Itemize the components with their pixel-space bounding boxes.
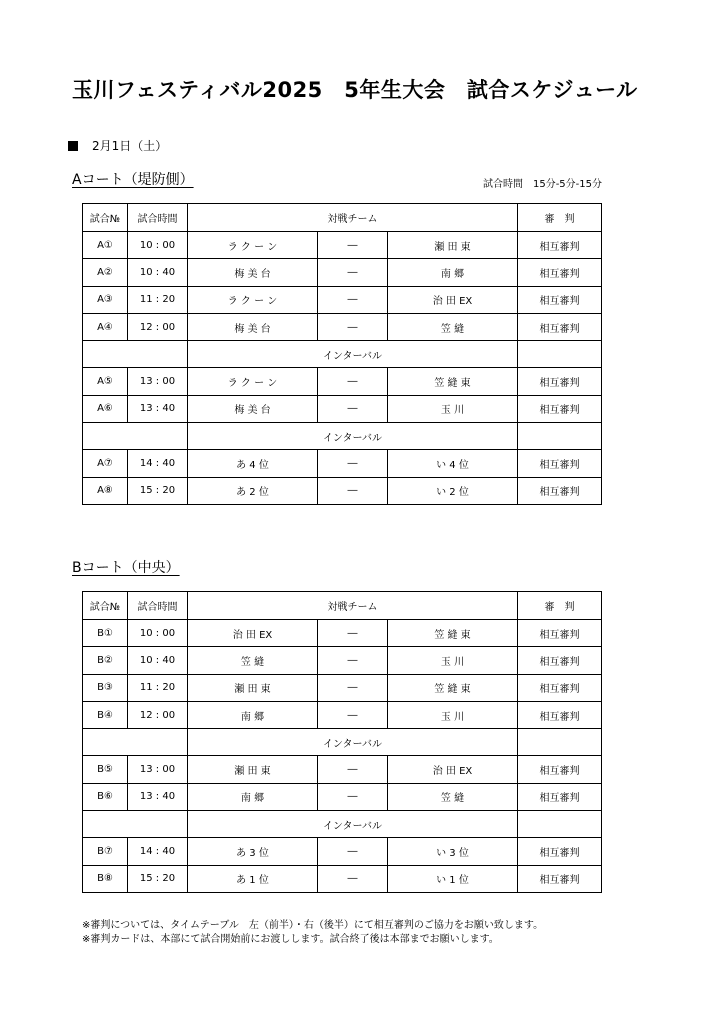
vs-mark: ― — [318, 865, 388, 892]
vs-mark: ― — [318, 286, 388, 313]
interval-label: インターバル — [188, 341, 518, 368]
vs-mark: ― — [318, 477, 388, 504]
match-row — [83, 701, 602, 728]
match-time: 13 : 00 — [128, 368, 188, 395]
team-right: 玉 川 — [388, 647, 518, 674]
match-row — [83, 865, 602, 892]
vs-mark: ― — [318, 450, 388, 477]
note-line: ※審判カードは、本部にて試合開始前にお渡しします。試合終了後は本部までお願いします。 — [82, 933, 499, 945]
referee: 相互審判 — [518, 865, 602, 892]
interval-empty — [83, 341, 188, 368]
vs-mark: ― — [318, 232, 388, 259]
match-number: B⑧ — [83, 865, 128, 892]
interval-empty — [83, 423, 188, 450]
match-row — [83, 647, 602, 674]
team-left: ラ ク ー ン — [188, 286, 318, 313]
header-match-no: 試合№ — [83, 592, 128, 620]
team-right: 笠 縫 東 — [388, 620, 518, 647]
match-row — [83, 232, 602, 259]
referee: 相互審判 — [518, 368, 602, 395]
team-right: い 3 位 — [388, 838, 518, 865]
match-row — [83, 395, 602, 422]
match-number: A③ — [83, 286, 128, 313]
table-header-row — [83, 204, 602, 232]
team-right: い 4 位 — [388, 450, 518, 477]
match-number: B⑥ — [83, 783, 128, 810]
header-time: 試合時間 — [128, 204, 188, 232]
interval-empty — [518, 729, 602, 756]
note-line: ※審判については、タイムテーブル 左（前半）・右（後半）にて相互審判のご協力をお願い致します。 — [82, 920, 544, 931]
interval-empty — [83, 729, 188, 756]
team-right: い 1 位 — [388, 865, 518, 892]
team-left: あ 3 位 — [188, 838, 318, 865]
team-left: あ 2 位 — [188, 477, 318, 504]
match-time-rule: 試合時間 15分-5分-15分 — [482, 179, 602, 190]
interval-label: インターバル — [188, 729, 518, 756]
court-b-title: Bコート（中央） — [72, 560, 180, 576]
referee: 相互審判 — [518, 259, 602, 286]
team-right: 治 田 EX — [388, 756, 518, 783]
match-time: 12 : 00 — [128, 701, 188, 728]
team-left: 梅 美 台 — [188, 313, 318, 340]
referee: 相互審判 — [518, 620, 602, 647]
referee: 相互審判 — [518, 395, 602, 422]
match-number: B⑦ — [83, 838, 128, 865]
match-time: 13 : 00 — [128, 756, 188, 783]
referee: 相互審判 — [518, 674, 602, 701]
vs-mark: ― — [318, 313, 388, 340]
team-right: 笠 縫 — [388, 783, 518, 810]
header-teams: 対戦チーム — [188, 204, 518, 232]
match-number: B⑤ — [83, 756, 128, 783]
referee: 相互審判 — [518, 313, 602, 340]
match-row — [83, 674, 602, 701]
match-number: B② — [83, 647, 128, 674]
match-time: 11 : 20 — [128, 286, 188, 313]
match-row — [83, 838, 602, 865]
interval-row — [83, 729, 602, 756]
match-number: A⑤ — [83, 368, 128, 395]
team-left: 梅 美 台 — [188, 259, 318, 286]
team-right: 玉 川 — [388, 701, 518, 728]
team-right: 玉 川 — [388, 395, 518, 422]
team-left: 梅 美 台 — [188, 395, 318, 422]
interval-row — [83, 341, 602, 368]
vs-mark: ― — [318, 395, 388, 422]
match-time: 15 : 20 — [128, 477, 188, 504]
referee: 相互審判 — [518, 701, 602, 728]
match-row — [83, 313, 602, 340]
team-left: ラ ク ー ン — [188, 232, 318, 259]
match-number: A⑦ — [83, 450, 128, 477]
interval-empty — [518, 423, 602, 450]
team-right: 笠 縫 — [388, 313, 518, 340]
match-time: 14 : 40 — [128, 838, 188, 865]
header-referee: 審 判 — [518, 204, 602, 232]
team-left: あ 4 位 — [188, 450, 318, 477]
team-right: 治 田 EX — [388, 286, 518, 313]
match-number: B④ — [83, 701, 128, 728]
match-row — [83, 477, 602, 504]
header-time: 試合時間 — [128, 592, 188, 620]
interval-label: インターバル — [188, 423, 518, 450]
match-row — [83, 286, 602, 313]
vs-mark: ― — [318, 838, 388, 865]
team-left: 瀬 田 東 — [188, 756, 318, 783]
notes — [82, 919, 543, 946]
team-left: あ 1 位 — [188, 865, 318, 892]
vs-mark: ― — [318, 701, 388, 728]
match-time: 10 : 40 — [128, 647, 188, 674]
vs-mark: ― — [318, 647, 388, 674]
event-date — [68, 137, 167, 154]
match-row — [83, 783, 602, 810]
match-time: 13 : 40 — [128, 395, 188, 422]
match-number: A① — [83, 232, 128, 259]
match-time: 10 : 40 — [128, 259, 188, 286]
referee: 相互審判 — [518, 232, 602, 259]
team-left: ラ ク ー ン — [188, 368, 318, 395]
vs-mark: ― — [318, 368, 388, 395]
referee: 相互審判 — [518, 477, 602, 504]
referee: 相互審判 — [518, 838, 602, 865]
interval-empty — [518, 341, 602, 368]
match-number: A② — [83, 259, 128, 286]
court-a-title: Aコート（堤防側） — [72, 172, 194, 188]
vs-mark: ― — [318, 620, 388, 647]
header-match-no: 試合№ — [83, 204, 128, 232]
match-number: B③ — [83, 674, 128, 701]
referee: 相互審判 — [518, 286, 602, 313]
match-number: A⑧ — [83, 477, 128, 504]
match-time: 12 : 00 — [128, 313, 188, 340]
square-bullet-icon — [68, 141, 78, 151]
interval-empty — [518, 811, 602, 838]
referee: 相互審判 — [518, 756, 602, 783]
vs-mark: ― — [318, 783, 388, 810]
match-row — [83, 368, 602, 395]
referee: 相互審判 — [518, 647, 602, 674]
vs-mark: ― — [318, 756, 388, 783]
header-teams: 対戦チーム — [188, 592, 518, 620]
match-time: 11 : 20 — [128, 674, 188, 701]
interval-row — [83, 811, 602, 838]
team-right: い 2 位 — [388, 477, 518, 504]
table-header-row — [83, 592, 602, 620]
match-number: A④ — [83, 313, 128, 340]
referee: 相互審判 — [518, 783, 602, 810]
interval-empty — [83, 811, 188, 838]
match-number: A⑥ — [83, 395, 128, 422]
event-date-text: 2月1日（土） — [92, 139, 168, 153]
match-row — [83, 259, 602, 286]
team-left: 南 郷 — [188, 783, 318, 810]
vs-mark: ― — [318, 259, 388, 286]
match-row — [83, 450, 602, 477]
team-left: 南 郷 — [188, 701, 318, 728]
match-number: B① — [83, 620, 128, 647]
court-a-schedule-table — [82, 203, 602, 505]
interval-row — [83, 423, 602, 450]
court-b-schedule-table — [82, 591, 602, 893]
page-title: 玉川フェスティバル2025 5年生大会 試合スケジュール — [72, 78, 638, 102]
match-time: 10 : 00 — [128, 232, 188, 259]
header-referee: 審 判 — [518, 592, 602, 620]
vs-mark: ― — [318, 674, 388, 701]
team-left: 治 田 EX — [188, 620, 318, 647]
match-time: 14 : 40 — [128, 450, 188, 477]
team-left: 瀬 田 東 — [188, 674, 318, 701]
team-right: 笠 縫 東 — [388, 368, 518, 395]
team-left: 笠 縫 — [188, 647, 318, 674]
team-right: 笠 縫 東 — [388, 674, 518, 701]
match-time: 13 : 40 — [128, 783, 188, 810]
team-right: 瀬 田 東 — [388, 232, 518, 259]
match-row — [83, 756, 602, 783]
team-right: 南 郷 — [388, 259, 518, 286]
referee: 相互審判 — [518, 450, 602, 477]
match-time: 10 : 00 — [128, 620, 188, 647]
match-row — [83, 620, 602, 647]
interval-label: インターバル — [188, 811, 518, 838]
match-time: 15 : 20 — [128, 865, 188, 892]
